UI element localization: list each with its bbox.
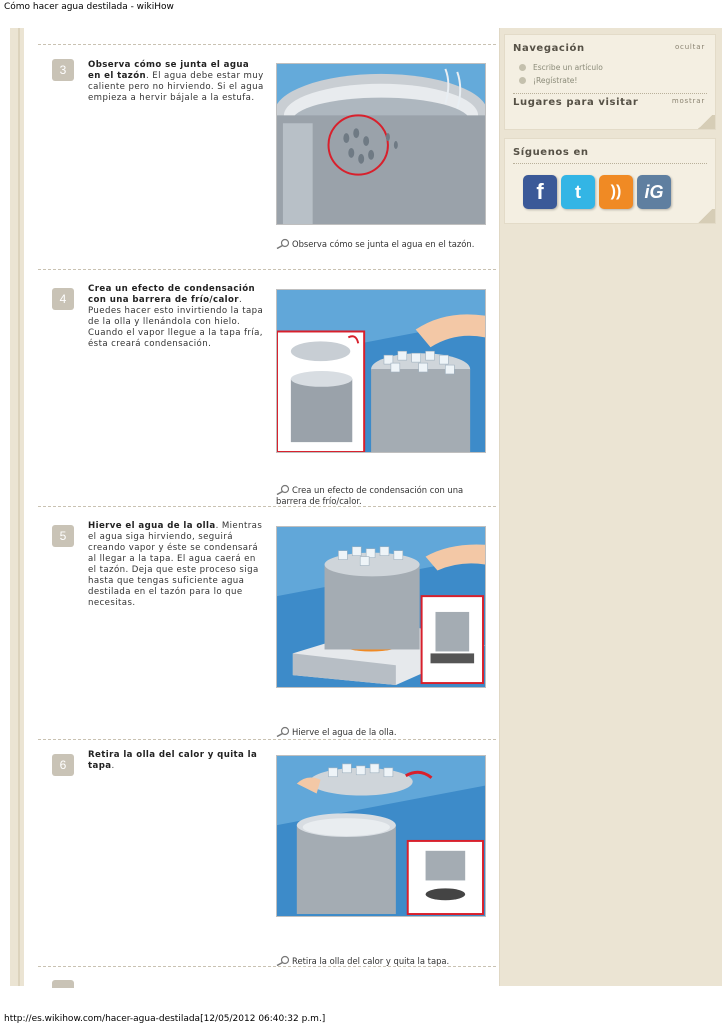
places-show-toggle[interactable]: mostrar (671, 97, 705, 105)
page-curl (695, 115, 715, 129)
bullet-icon (519, 77, 526, 84)
step-divider (38, 966, 496, 967)
step-divider (38, 506, 496, 507)
step-number-partial (52, 980, 74, 988)
step-divider (38, 44, 496, 45)
boiling-pot-illustration (277, 527, 485, 687)
step-body-text: . Mientras el agua siga hirviendo, seguirá creando vapor y éste se condensará al llegar a la tapa. El agua caerá en el tazón. Deja que este proceso siga hasta que tengas suficiente agua destilada en el tazón para lo que necesitas. (88, 521, 263, 608)
step-image[interactable] (276, 63, 486, 225)
box-divider (513, 163, 707, 164)
step-caption-text: Hierve el agua de la olla. (292, 727, 397, 737)
facebook-icon[interactable]: f (523, 175, 557, 209)
step-number: 5 (52, 525, 74, 547)
twitter-icon[interactable]: t (561, 175, 595, 209)
pot-steam-illustration (277, 64, 485, 224)
step-body-text: . (111, 761, 115, 771)
page-curl (695, 209, 715, 223)
nav-link-label: ¡Regístrate! (533, 76, 578, 85)
step-text (88, 750, 264, 772)
article-steps (24, 28, 500, 986)
step-caption (276, 238, 496, 250)
step-caption-text: Crea un efecto de condensación con una barrera de frío/calor. (276, 485, 464, 506)
step-text (88, 521, 264, 609)
follow-title: Síguenos en (513, 147, 589, 158)
zoom-icon[interactable] (276, 484, 290, 495)
navigation-hide-toggle[interactable]: ocultar (674, 43, 705, 51)
step-4 (24, 269, 500, 506)
step-6 (24, 739, 500, 966)
nav-link-label: Escribe un artículo (533, 63, 603, 72)
step-image[interactable] (276, 755, 486, 917)
step-bold-text: Observa cómo se junta el agua en el tazón (88, 60, 250, 81)
step-number: 3 (52, 59, 74, 81)
zoom-icon[interactable] (276, 238, 290, 249)
zoom-icon[interactable] (276, 955, 290, 966)
step-body-text: . Puedes hacer esto invirtiendo la tapa de la olla y llenándola con hielo. Cuando el vapor llegue a la tapa fría, ésta creará condensación. (88, 295, 264, 349)
footer-url: http://es.wikihow.com/hacer-agua-destilada[12/05/2012 06:40:32 p.m.] (4, 1014, 326, 1024)
rss-icon[interactable]: )) (599, 175, 633, 209)
step-number: 6 (52, 754, 74, 776)
bullet-icon (519, 64, 526, 71)
step-text (88, 284, 264, 350)
nav-link-write-article[interactable] (519, 63, 603, 72)
ice-lid-illustration (277, 290, 485, 452)
step-divider (38, 739, 496, 740)
step-7-partial (24, 966, 500, 986)
zoom-icon[interactable] (276, 726, 290, 737)
left-strip (18, 28, 20, 986)
nav-link-register[interactable] (519, 76, 577, 85)
ig-icon[interactable]: iG (637, 175, 671, 209)
step-number: 4 (52, 288, 74, 310)
box-divider (513, 93, 707, 94)
step-image[interactable] (276, 526, 486, 688)
step-image[interactable] (276, 289, 486, 453)
step-5 (24, 506, 500, 737)
step-divider (38, 269, 496, 270)
browser-title: Cómo hacer agua destilada - wikiHow (4, 2, 174, 12)
step-body-text: . El agua debe estar muy caliente pero no hirviendo. Si el agua empieza a hervir bájale a la estufa. (88, 71, 264, 103)
navigation-box (504, 34, 716, 130)
step-text (88, 60, 264, 104)
places-title: Lugares para visitar (513, 97, 639, 108)
step-bold-text: Hierve el agua de la olla (88, 521, 216, 531)
page-frame (10, 28, 722, 986)
step-bold-text: Crea un efecto de condensación con una barrera de frío/calor (88, 284, 256, 305)
navigation-title: Navegación (513, 43, 585, 54)
step-caption-text: Retira la olla del calor y quita la tapa. (292, 956, 450, 966)
remove-lid-illustration (277, 756, 485, 916)
step-caption-text: Observa cómo se junta el agua en el tazón. (292, 239, 475, 249)
step-3 (24, 44, 500, 264)
follow-box (504, 138, 716, 224)
step-caption (276, 726, 496, 738)
step-bold-text: Retira la olla del calor y quita la tapa (88, 750, 258, 771)
step-caption (276, 484, 496, 507)
